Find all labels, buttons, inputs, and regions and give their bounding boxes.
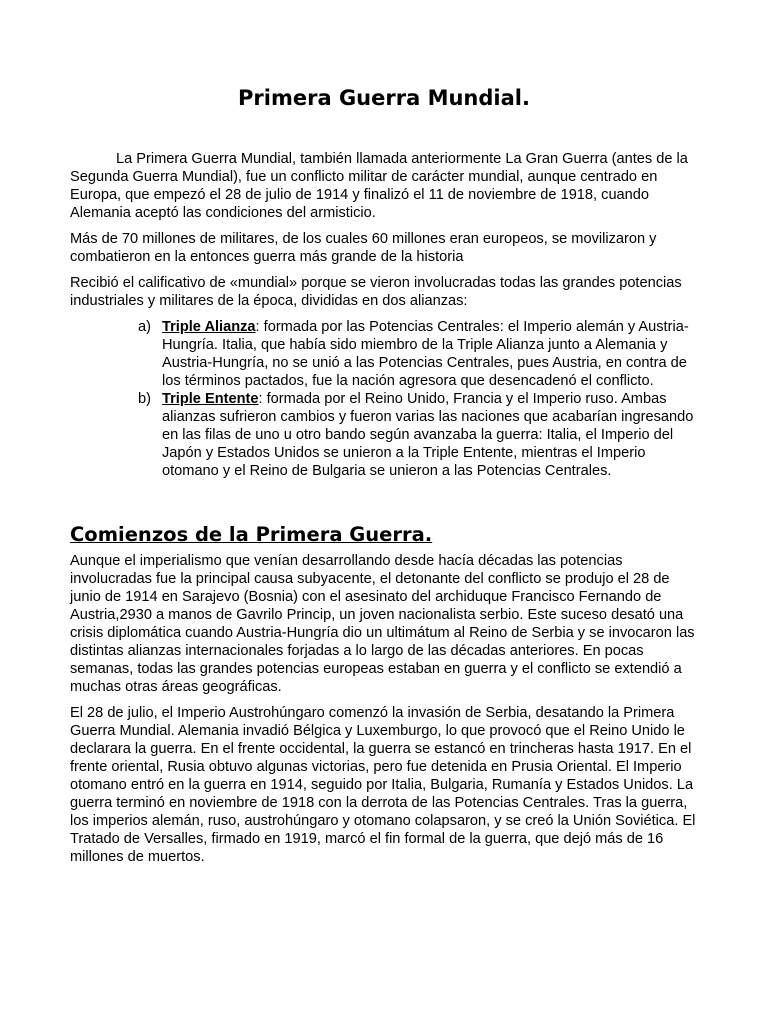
list-marker: a) (138, 319, 151, 335)
section-heading: Comienzos de la Primera Guerra. (70, 523, 433, 546)
section-paragraph-2: El 28 de julio, el Imperio Austrohúngaro comenzó la invasión de Serbia, desatando la Primera Guerra Mundial. Alemania invadió Bélgica y Luxemburgo, lo que provocó que el Reino Unido le declarara la guerra. En el frente occidental, la guerra se estancó en trincheras hasta 1917. En el frente oriental, Rusia obtuvo algunas victorias, pero fue detenida en Prusia Oriental. El Imperio otomano entró en la guerra en 1914, seguido por Italia, Bulgaria, Rumanía y Estados Unidos. La guerra terminó en noviembre de 1918 con la derrota de las Potencias Centrales. Tras la guerra, los imperios alemán, ruso, austrohúngaro y otomano colapsaron, y se creó la Unión Soviética. El Tratado de Versalles, firmado en 1919, marcó el fin formal de la guerra, que dejó más de 16 millones de muertos. (70, 705, 696, 865)
alliance-term: Triple Entente (162, 391, 259, 407)
alliance-description: : formada por el Reino Unido, Francia y el Imperio ruso. Ambas alianzas sufrieron cambios y fueron varias las naciones que acabarían ingresando en las filas de uno u otro bando según avanzaba la guerra: Italia, el Imperio del Japón y Estados Unidos se unieron a la Triple Entente, mientras el Imperio otomano y el Reino de Bulgaria se unieron a las Potencias Centrales. (162, 391, 694, 479)
intro-paragraph-2: Más de 70 millones de militares, de los cuales 60 millones eran europeos, se movilizaron y combatieron en la entonces guerra más grande de la historia (70, 231, 657, 265)
alliances-list (70, 318, 698, 480)
alliance-description: : formada por las Potencias Centrales: el Imperio alemán y Austria-Hungría. Italia, que había sido miembro de la Triple Alianza junto a Alemania y Austria-Hungría, no se unió a las Potencias Centrales, pues Austria, en contra de los términos pactados, fue la nación agresora que desencadenó el conflicto. (162, 319, 689, 389)
intro-paragraph-3: Recibió el calificativo de «mundial» porque se vieron involucradas todas las grandes potencias industriales y militares de la época, divididas en dos alianzas: (70, 275, 682, 309)
list-item (138, 318, 698, 390)
alliance-term: Triple Alianza (162, 319, 256, 335)
document-page (70, 84, 698, 874)
list-marker: b) (138, 391, 151, 407)
section-paragraph-1: Aunque el imperialismo que venían desarrollando desde hacía décadas las potencias involucradas fue la principal causa subyacente, el detonante del conflicto se produjo el 28 de junio de 1914 en Sarajevo (Bosnia) con el asesinato del archiduque Francisco Fernando de Austria,2930 a manos de Gavrilo Princip, un joven nacionalista serbio. Este suceso desató una crisis diplomática cuando Austria-Hungría dio un ultimátum al Reino de Serbia y se invocaron las distintas alianzas internacionales forjadas a lo largo de las décadas anteriores. En pocas semanas, todas las grandes potencias europeas estaban en guerra y el conflicto se extendió a muchas otras áreas geográficas. (70, 553, 695, 695)
intro-paragraph-1: La Primera Guerra Mundial, también llamada anteriormente La Gran Guerra (antes de la Segunda Guerra Mundial), fue un conflicto militar de carácter mundial, aunque centrado en Europa, que empezó el 28 de julio de 1914 y finalizó el 11 de noviembre de 1918, cuando Alemania aceptó las condiciones del armisticio. (70, 151, 688, 221)
list-item (138, 390, 698, 480)
page-title: Primera Guerra Mundial. (238, 86, 530, 110)
